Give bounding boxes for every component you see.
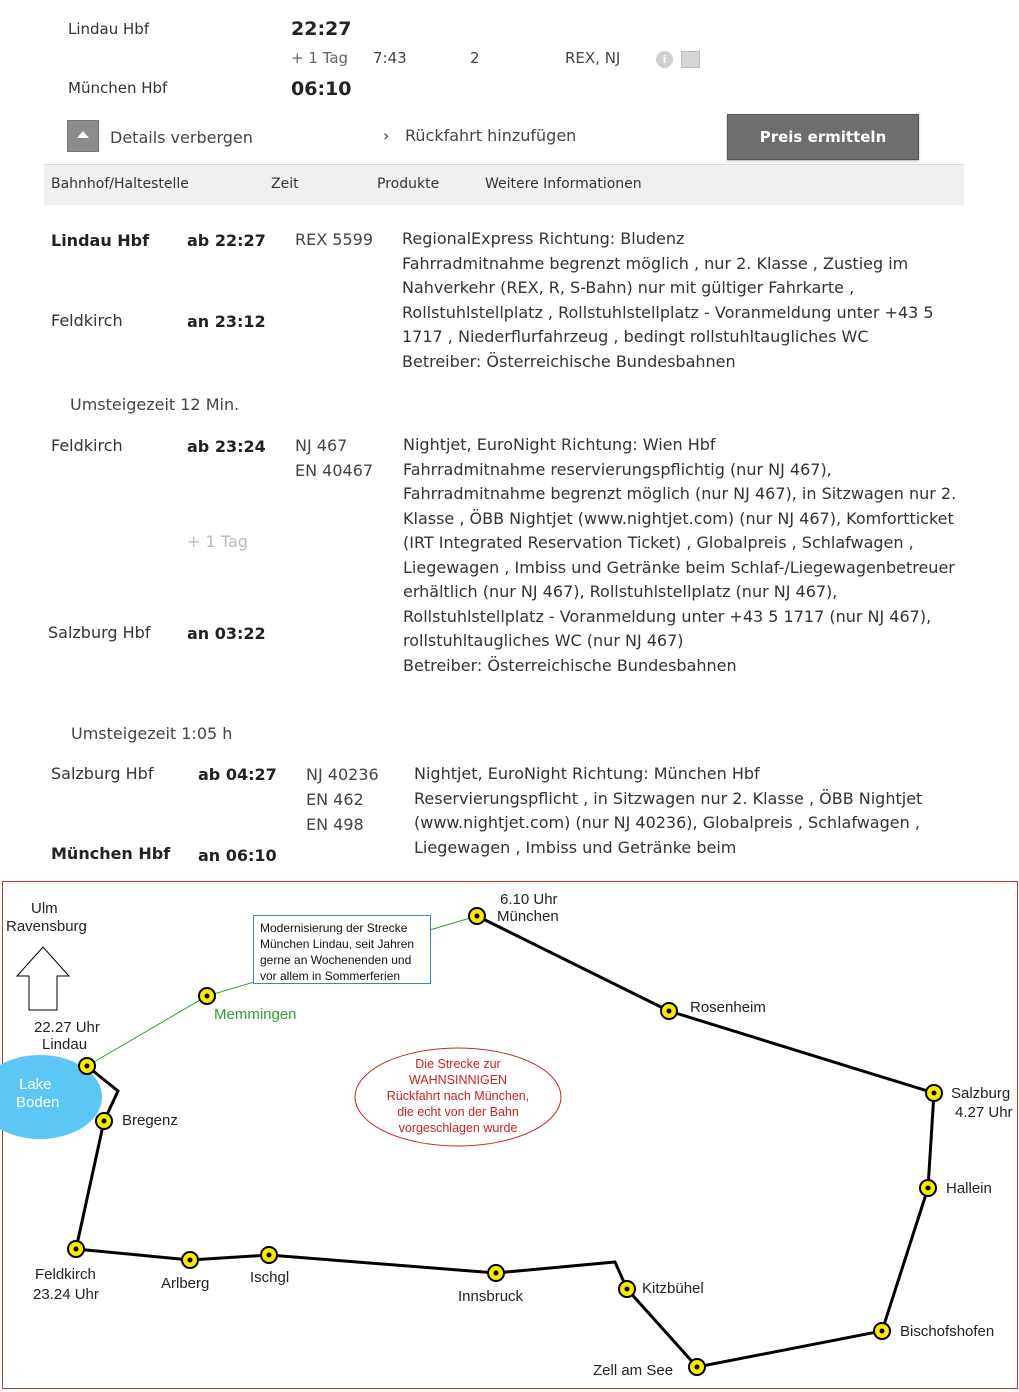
get-price-button[interactable]: Preis ermitteln [727, 114, 919, 160]
summary-products: REX, NJ [565, 49, 621, 67]
leg3-dep-time: ab 04:27 [198, 765, 277, 784]
station-feldkirch-marker [68, 1241, 84, 1257]
map-label-rosenheim: Rosenheim [690, 999, 766, 1016]
leg3-product-3[interactable]: EN 498 [306, 815, 364, 834]
leg3-direction: Nightjet, EuroNight Richtung: München Hbf [414, 764, 760, 783]
station-bischofshofen-marker [874, 1323, 890, 1339]
add-return-trip-link[interactable]: Rückfahrt hinzufügen [405, 126, 577, 145]
leg1-operator: Betreiber: Österreichische Bundesbahnen [402, 351, 736, 371]
map-label-lindau-time: 22.27 Uhr [34, 1019, 100, 1036]
leg1-product-1[interactable]: REX 5599 [295, 230, 373, 249]
header-products: Produkte [377, 176, 440, 192]
map-label-salzburg: Salzburg [951, 1085, 1011, 1102]
map-label-zell: Zell am See [593, 1362, 674, 1379]
summary-to: München Hbf [68, 79, 168, 97]
station-ischgl-marker [261, 1247, 277, 1263]
summary-dep-time: 22:27 [291, 18, 352, 40]
leg2-arr-time: an 03:22 [187, 624, 266, 643]
header-station: Bahnhof/Haltestelle [51, 176, 189, 192]
leg3-product-2[interactable]: EN 462 [306, 790, 364, 809]
info-circle-icon[interactable]: i [656, 51, 673, 68]
map-label-muenchen-time: 6.10 Uhr [500, 891, 558, 908]
leg3-product-1[interactable]: NJ 40236 [306, 765, 379, 784]
map-label-ulm: Ulm [31, 900, 58, 917]
leg1-details: Fahrradmitnahme begrenzt möglich , nur 2. Klasse , Zustieg im Nahverkehr (REX, R, S-Bahn) nur mit gültiger Fahrkarte , Rollstuhlstellplatz , Rollstuhlstellplatz - Voranmeldung unter +43 5 1717 , Niederflurfahrzeug , bedingt rollstuhltaugliches WC [402, 253, 934, 346]
leg2-from-station: Feldkirch [51, 436, 123, 455]
leg3-to-station: München Hbf [51, 844, 171, 863]
station-memmingen-marker [199, 988, 215, 1004]
leg2-operator: Betreiber: Österreichische Bundesbahnen [403, 655, 737, 675]
station-muenchen-marker [469, 908, 485, 924]
transfer-time-2: Umsteigezeit 1:05 h [71, 724, 233, 743]
map-label-boden: Boden [16, 1094, 60, 1111]
station-hallein-marker [920, 1180, 936, 1196]
leg1-dep-time: ab 22:27 [187, 231, 266, 250]
map-label-bregenz: Bregenz [122, 1112, 178, 1129]
map-label-innsbruck: Innsbruck [458, 1288, 524, 1305]
summary-plus-day: + 1 Tag [291, 49, 349, 67]
details-toggle-link[interactable]: Details verbergen [110, 128, 253, 147]
map-label-feldkirch: Feldkirch [35, 1266, 96, 1283]
map-label-feldkirch-time: 23.24 Uhr [33, 1286, 99, 1303]
chevron-right-icon: › [383, 126, 390, 145]
summary-duration: 7:43 [373, 49, 407, 67]
map-label-lake: Lake [19, 1076, 52, 1093]
leg2-product-2[interactable]: EN 40467 [295, 461, 374, 480]
map-label-ischgl: Ischgl [250, 1269, 290, 1286]
modernization-callout: Modernisierung der Strecke München Lindau, seit Jahren gerne an Wochenenden und vor allem in Sommerferien [253, 915, 431, 984]
map-label-kitzbuehel: Kitzbühel [642, 1280, 704, 1297]
leg1-direction: RegionalExpress Richtung: Bludenz [402, 229, 685, 248]
station-lindau-marker [79, 1058, 95, 1074]
station-innsbruck-marker [488, 1265, 504, 1281]
leg3-from-station: Salzburg Hbf [51, 764, 154, 783]
leg1-arr-time: an 23:12 [187, 312, 266, 331]
summary-changes: 2 [470, 49, 480, 67]
station-rosenheim-marker [661, 1003, 677, 1019]
leg3-details: Reservierungspflicht , in Sitzwagen nur 2. Klasse , ÖBB Nightjet (www.nightjet.com) (nur NJ 40236), Globalpreis , Schlafwagen , Liegewagen , Imbiss und Getränke beim [414, 788, 923, 857]
map-label-muenchen: München [497, 908, 559, 925]
header-info: Weitere Informationen [485, 176, 642, 192]
map-label-memmingen: Memmingen [214, 1006, 297, 1023]
leg2-details: Fahrradmitnahme reservierungspflichtig (nur NJ 467), Fahrradmitnahme begrenzt möglich (nur NJ 467), in Sitzwagen nur 2. Klasse , ÖBB Nightjet (www.nightjet.com) (nur NJ 467), Komfortticket (IRT Integrated Reservation Ticket) , Globalpreis , Schlafwagen , Liegewagen , Imbiss und Getränke beim Schlaf-/Liegewagenbetreuer erhältlich (nur NJ 467), Rollstuhlstellplatz (nur NJ 467), Rollstuhlstellplatz - Voranmeldung unter +43 5 1717 (nur NJ 467), rollstuhltaugliches WC (nur NJ 467) [403, 459, 957, 650]
map-label-ravensburg: Ravensburg [6, 918, 87, 935]
header-time: Zeit [271, 176, 299, 192]
leg1-from-station: Lindau Hbf [51, 231, 150, 250]
map-label-bischofshofen: Bischofshofen [900, 1323, 995, 1340]
leg2-dep-time: ab 23:24 [187, 437, 266, 456]
north-arrow-icon [17, 947, 69, 1010]
wahnsinn-note: Die Strecke zur WAHNSINNIGEN Rückfahrt nach München, die echt von der Bahn vorgeschlagen wurde [386, 1057, 530, 1135]
station-arlberg-marker [182, 1252, 198, 1268]
station-zell-marker [689, 1359, 705, 1375]
summary-from: Lindau Hbf [68, 20, 150, 38]
leg2-to-station: Salzburg Hbf [48, 623, 151, 642]
station-salzburg-marker [926, 1085, 942, 1101]
leg2-product-1[interactable]: NJ 467 [295, 436, 348, 455]
station-kitzbuehel-marker [619, 1281, 635, 1297]
leg2-direction: Nightjet, EuroNight Richtung: Wien Hbf [403, 435, 716, 454]
map-label-hallein: Hallein [946, 1180, 992, 1197]
map-label-lindau: Lindau [42, 1036, 88, 1053]
summary-arr-time: 06:10 [291, 78, 352, 100]
leg3-arr-time: an 06:10 [198, 846, 277, 865]
leg1-to-station: Feldkirch [51, 311, 123, 330]
leg2-plus-day: + 1 Tag [187, 532, 248, 551]
map-label-salzburg-time: 4.27 Uhr [955, 1104, 1013, 1121]
map-label-arlberg: Arlberg [161, 1275, 210, 1292]
station-bregenz-marker [96, 1113, 112, 1129]
transfer-time-1: Umsteigezeit 12 Min. [70, 395, 240, 414]
